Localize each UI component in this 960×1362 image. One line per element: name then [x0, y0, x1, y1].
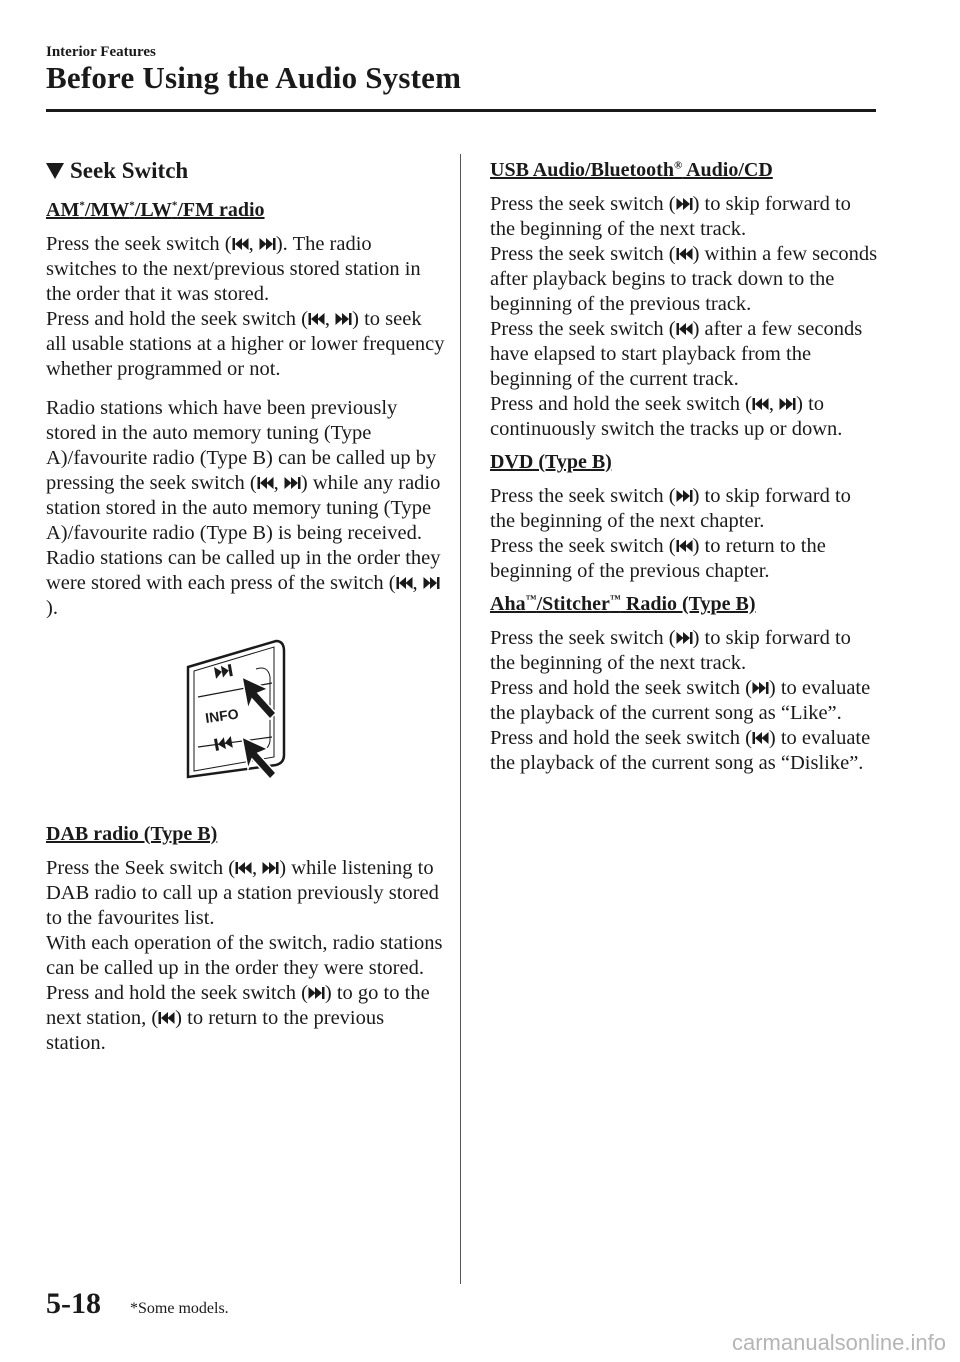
seek-forward-icon	[676, 197, 693, 211]
seek-back-icon	[752, 397, 769, 411]
seek-back-icon	[214, 736, 233, 751]
aha-stitcher-heading: Aha™/Stitcher™ Radio (Type B)	[490, 593, 756, 615]
am-radio-paragraph-3: Radio stations which have been previously stored in the auto memory tuning (Type A)/favourite radio (Type B) can be called up by pressing the seek switch ( , ) while any radio station stored in the auto memory tuning (Type A)/favourite radio (Type B) is being received. Radio stations can be called up in the order they were stored with each press of the switch ( , ).	[46, 397, 441, 619]
seek-forward-icon	[214, 664, 233, 679]
seek-forward-icon	[676, 631, 693, 645]
seek-forward-icon	[262, 861, 279, 875]
left-column	[46, 158, 446, 1056]
seek-back-icon	[396, 576, 413, 590]
right-column	[490, 158, 880, 776]
section-title: Seek Switch	[70, 158, 189, 183]
dab-radio-paragraph-3: Press and hold the seek switch ( ) to go to the next station, ( ) to return to the previous station.	[46, 982, 430, 1054]
seek-back-icon	[676, 247, 693, 261]
am-radio-heading: AM*/MW*/LW*/FM radio	[46, 199, 265, 221]
steering-switch-illustration	[46, 637, 446, 822]
seek-back-icon	[308, 312, 325, 326]
usb-audio-paragraph-2: Press the seek switch ( ) within a few seconds after playback begins to track down to the beginning of the previous track.	[490, 243, 878, 315]
seek-back-icon	[676, 539, 693, 553]
seek-forward-icon	[284, 476, 301, 490]
dvd-heading: DVD (Type B)	[490, 451, 612, 473]
seek-forward-icon	[335, 312, 352, 326]
title-rule	[46, 109, 876, 112]
seek-back-icon	[235, 861, 252, 875]
seek-switch-diagram	[176, 637, 296, 787]
page-title: Before Using the Audio System	[46, 60, 462, 95]
seek-forward-icon	[676, 489, 693, 503]
seek-back-icon	[158, 1011, 175, 1025]
triangle-bullet-icon	[46, 163, 64, 179]
dab-radio-heading: DAB radio (Type B)	[46, 823, 218, 845]
seek-forward-icon	[308, 986, 325, 1000]
column-divider	[460, 154, 461, 1284]
footnote: *Some models.	[130, 1300, 229, 1317]
usb-audio-paragraph-4: Press and hold the seek switch ( , ) to continuously switch the tracks up or down.	[490, 393, 843, 440]
seek-forward-icon	[423, 576, 440, 590]
usb-audio-heading: USB Audio/Bluetooth® Audio/CD	[490, 159, 773, 181]
dab-radio-paragraph-1: Press the Seek switch ( , ) while listening to DAB radio to call up a station previously stored to the favourites list.	[46, 857, 439, 929]
info-label: INFO	[204, 705, 240, 726]
chapter-label: Interior Features	[46, 44, 156, 60]
aha-paragraph-2: Press and hold the seek switch ( ) to evaluate the playback of the current song as “Like”.	[490, 677, 871, 724]
dab-radio-paragraph-2: With each operation of the switch, radio stations can be called up in the order they were stored.	[46, 932, 443, 979]
dvd-paragraph-1: Press the seek switch ( ) to skip forward to the beginning of the next chapter.	[490, 485, 851, 532]
seek-back-icon	[676, 322, 693, 336]
usb-audio-paragraph-3: Press the seek switch ( ) after a few seconds have elapsed to start playback from the beginning of the current track.	[490, 318, 863, 390]
seek-forward-icon	[752, 681, 769, 695]
seek-back-icon	[257, 476, 274, 490]
watermark: carmanualsonline.info	[731, 1330, 946, 1355]
section-heading	[46, 158, 446, 184]
aha-paragraph-3: Press and hold the seek switch ( ) to evaluate the playback of the current song as “Dislike”.	[490, 727, 871, 774]
usb-audio-paragraph-1: Press the seek switch ( ) to skip forward to the beginning of the next track.	[490, 193, 851, 240]
page-number: 5-18	[46, 1287, 101, 1320]
seek-forward-icon	[259, 237, 276, 251]
seek-back-icon	[232, 237, 249, 251]
aha-paragraph-1: Press the seek switch ( ) to skip forward to the beginning of the next track.	[490, 627, 851, 674]
am-radio-paragraph-2: Press and hold the seek switch ( , ) to seek all usable stations at a higher or lower frequency whether programmed or not.	[46, 308, 445, 380]
am-radio-paragraph-1: Press the seek switch ( , ). The radio switches to the next/previous stored station in the order that it was stored.	[46, 233, 421, 305]
seek-forward-icon	[779, 397, 796, 411]
seek-back-icon	[752, 731, 769, 745]
dvd-paragraph-2: Press the seek switch ( ) to return to the beginning of the previous chapter.	[490, 535, 826, 582]
